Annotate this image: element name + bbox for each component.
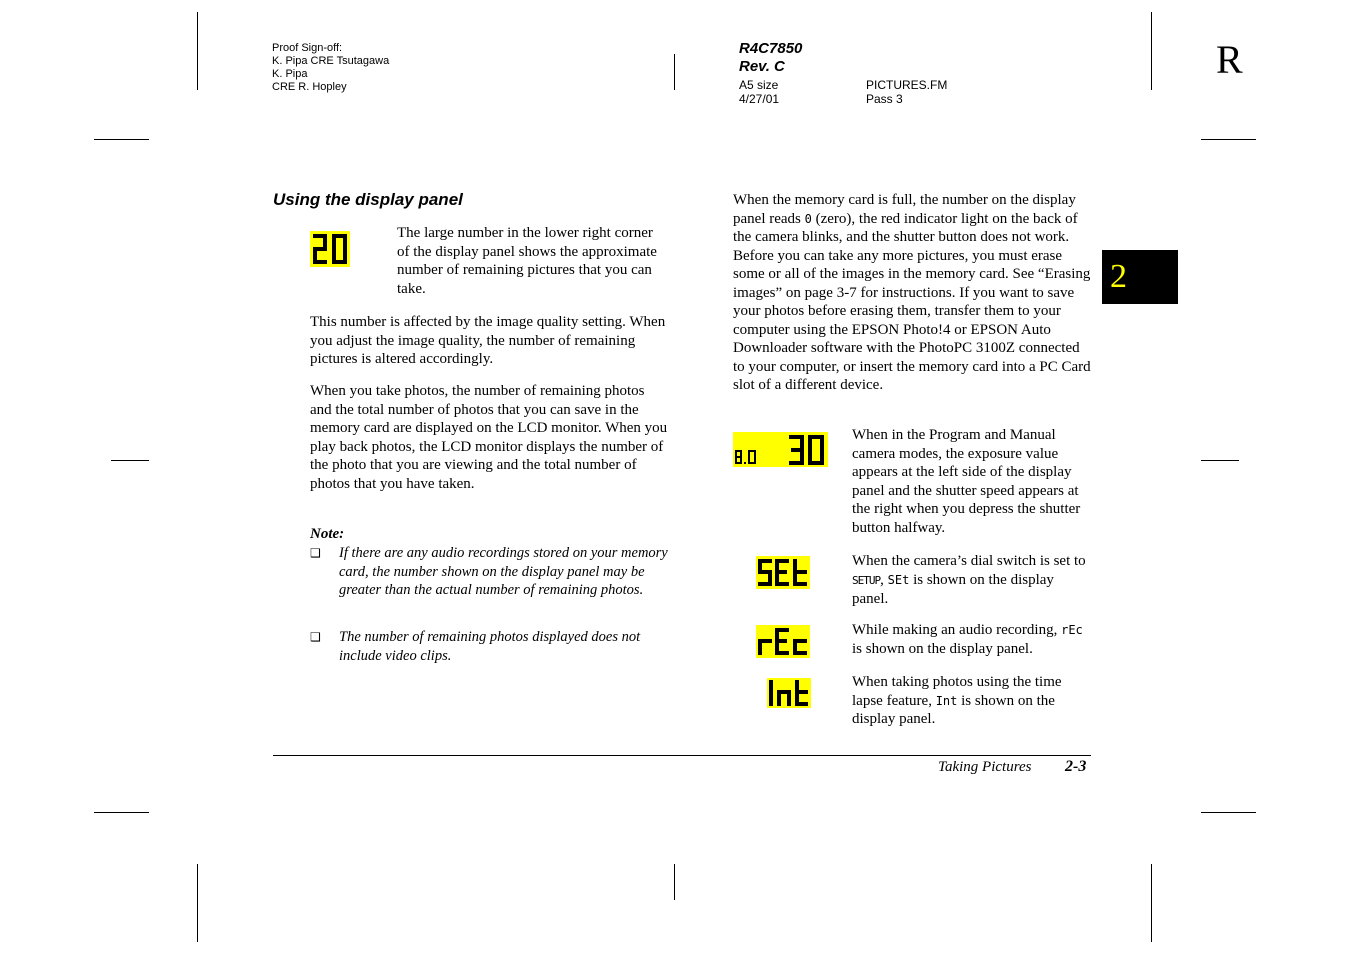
crop-mark (111, 460, 149, 461)
text-run: When taking photos using the time lapse feature, (852, 674, 1062, 709)
corner-mark: R (1216, 37, 1243, 82)
footer-rule (273, 755, 1091, 756)
lcd-set (756, 556, 810, 589)
lcd-digits-8-0-30 (733, 432, 828, 467)
proof-signoff (272, 42, 389, 94)
paragraph-lcd-monitor: When you take photos, the number of remaining photos and the total number of photos that you can save in the memory card are displayed on the LCD monitor. When you play back photos, the LCD monitor displays the number of the photo that you are viewing and the total number of photos that you have taken. (310, 383, 668, 492)
section-title: Using the display panel (273, 190, 463, 209)
paragraph-image-quality: This number is affected by the image quality setting. When you adjust the image quality, the number of remaining pictures is altered accordingly. (310, 314, 666, 367)
file-name: PICTURES.FM (866, 78, 948, 92)
set-description (852, 552, 1092, 609)
crop-mark (94, 812, 149, 813)
page-size: A5 size (739, 78, 779, 92)
lcd-digits-set (756, 556, 810, 589)
lcd-digits-20 (310, 231, 350, 267)
model-number: R4C7850 (739, 40, 803, 57)
note-item (310, 544, 668, 600)
lcd-digits-int (767, 678, 811, 708)
lcd-exposure-shutter (733, 432, 828, 467)
proof-line: CRE R. Hopley (272, 81, 347, 93)
text-run: While making an audio recording, (852, 622, 1062, 638)
text-run: When the camera’s dial switch is set to (852, 553, 1086, 569)
pass-number: Pass 3 (866, 92, 903, 106)
rec-code: rEc (1061, 623, 1083, 637)
crop-mark (197, 864, 198, 942)
paragraph-memory-full (733, 191, 1091, 395)
text-run: , (880, 571, 888, 588)
text-run: When the memory card is full, the number on the display panel reads (733, 192, 1076, 227)
lcd-remaining-20 (310, 231, 350, 267)
int-code: Int (935, 693, 958, 708)
note-text: The number of remaining photos displayed does not include video clips. (339, 629, 641, 664)
crop-mark (1151, 12, 1152, 90)
revision: Rev. C (739, 58, 785, 75)
crop-mark (1201, 139, 1256, 140)
crop-mark (197, 12, 198, 90)
text-run: is shown on the display panel. (852, 571, 1054, 607)
crop-mark (674, 864, 675, 900)
proof-line: K. Pipa (272, 68, 308, 80)
lcd-rec (756, 625, 810, 658)
crop-mark (1201, 812, 1256, 813)
footer-page-number: 2-3 (1065, 758, 1087, 775)
checkbox-bullet-icon: ❑ (310, 546, 321, 560)
setup-dial-label: SETUP (852, 573, 881, 587)
note-item (310, 628, 668, 665)
text-run: is shown on the display panel. (852, 692, 1055, 727)
text-run: is shown on the display panel. (852, 640, 1033, 657)
checkbox-bullet-icon: ❑ (310, 630, 321, 644)
crop-mark (674, 54, 675, 90)
note-text: If there are any audio recordings stored on your memory card, the number shown on the display panel may be greater than the actual number of remaining photos. (339, 545, 668, 598)
footer-chapter-title: Taking Pictures (938, 759, 1032, 775)
lcd-zero-code: 0 (804, 211, 812, 226)
note-title: Note: (310, 526, 345, 542)
lcd-remaining-description: The large number in the lower right corner of the display panel shows the approximate number of remaining pictures that you can take. (397, 225, 657, 297)
lcd-digits-rec (756, 625, 810, 658)
rec-description (852, 621, 1092, 658)
print-date: 4/27/01 (739, 92, 780, 106)
set-code: SEt (887, 572, 910, 587)
lcd-int (767, 678, 811, 708)
crop-mark (94, 139, 149, 140)
proof-line: Proof Sign-off: (272, 42, 343, 54)
chapter-tab (1102, 250, 1178, 304)
proof-line: K. Pipa CRE Tsutagawa (272, 55, 390, 67)
crop-mark (1201, 460, 1239, 461)
chapter-number: 2 (1110, 258, 1127, 295)
crop-mark (1151, 864, 1152, 942)
text-run: (zero), the red indicator light on the back of the camera blinks, and the shutter button does not work. Before you can take any more pictures, you must erase some or all of the images in the memory card. See “Erasing images” on page 3-7 for instructions. If you want to save your photos before erasing them, transfer them to your computer using the EPSON Photo!4 or EPSON Auto Downloader software with the PhotoPC 3100Z connected to your computer, or insert the memory card into a PC Card slot of a different device. (733, 210, 1091, 393)
int-description (852, 673, 1092, 729)
exposure-description: When in the Program and Manual camera modes, the exposure value appears at the left side of the display panel and the shutter speed appears at the right when you depress the shutter button halfway. (852, 427, 1081, 536)
